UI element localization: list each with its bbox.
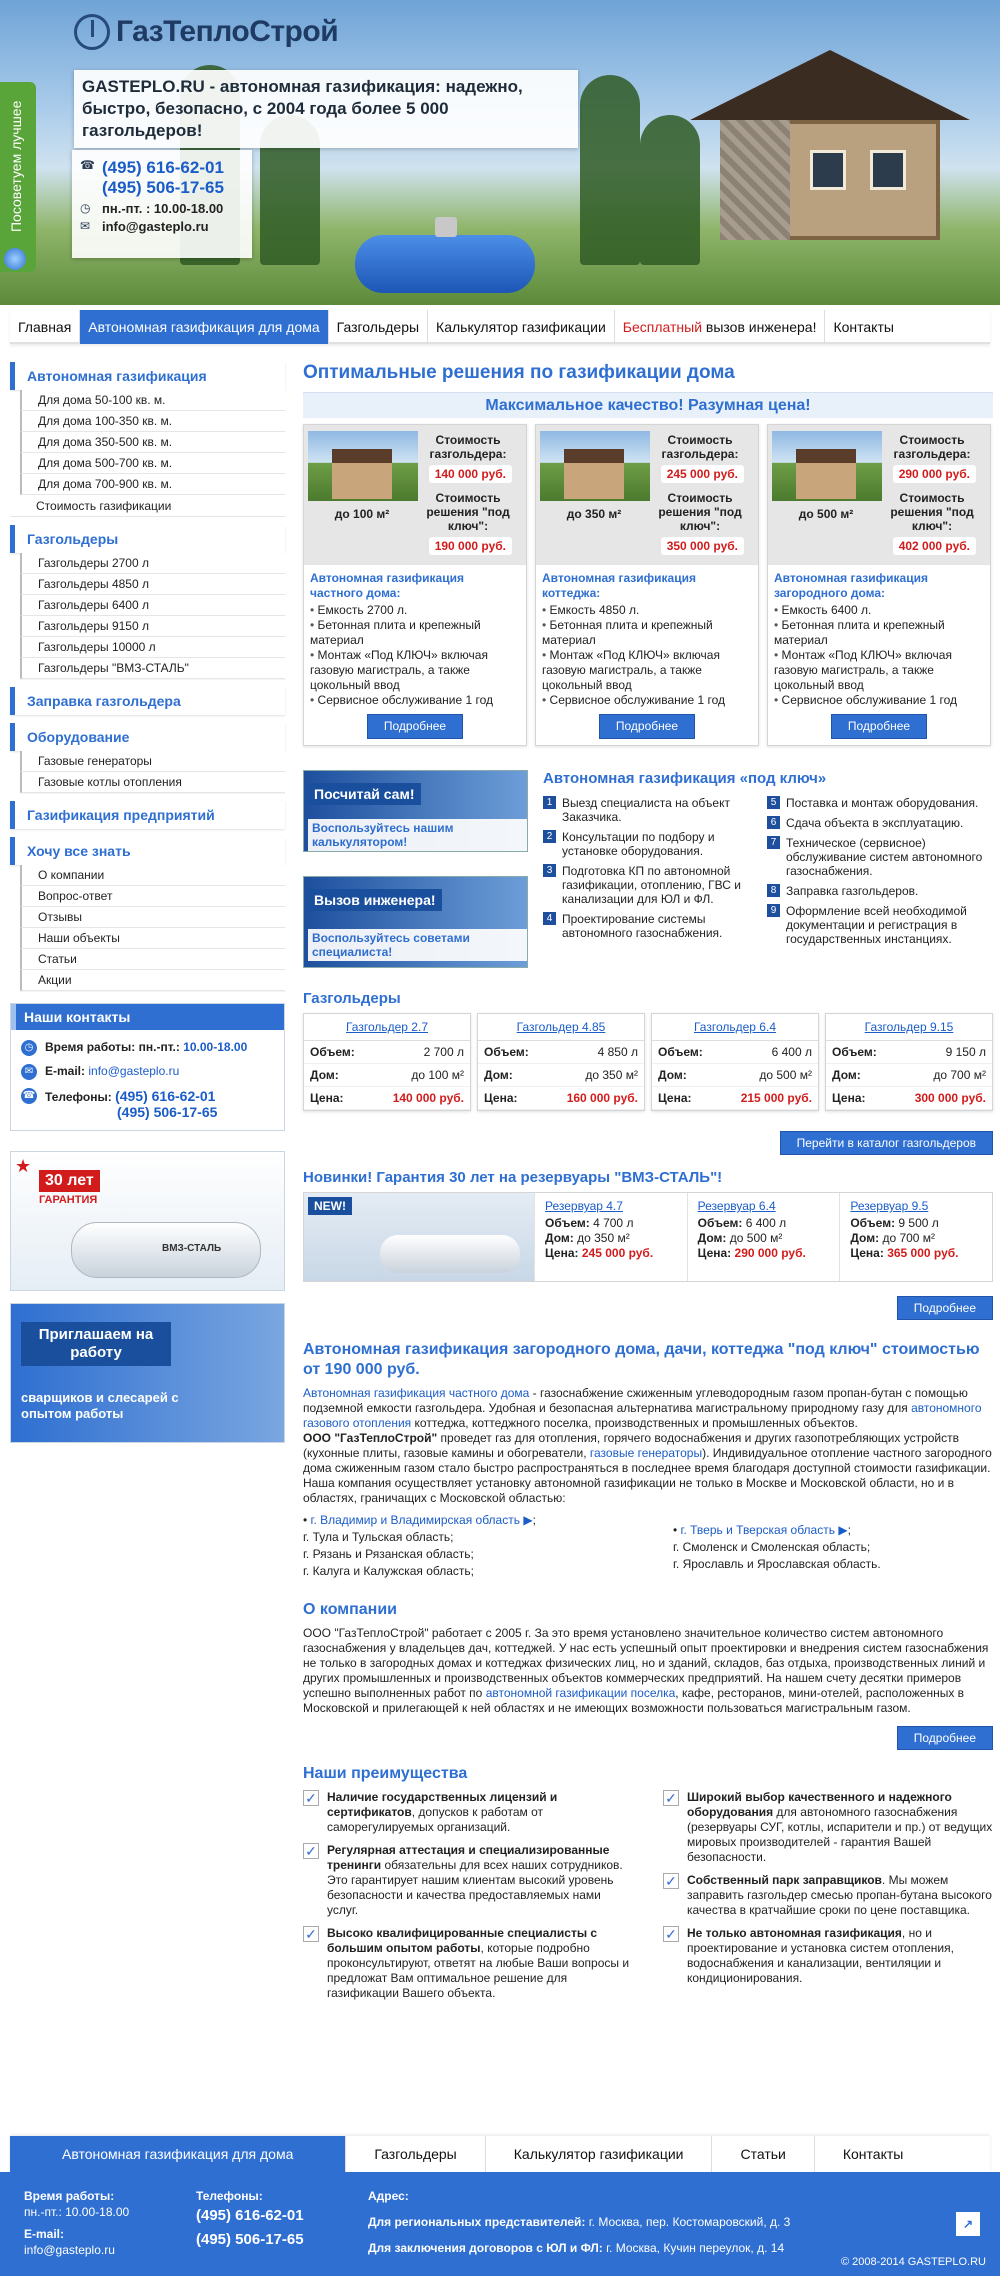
price-label: Цена:	[697, 1246, 732, 1260]
header-banner	[0, 0, 1000, 305]
vol-label: Объем:	[850, 1216, 896, 1230]
adv-text: , но и проектирование и установка систем отопления, водоснабжения и канализации, вентиляции и кондиционирования.	[687, 1926, 954, 1985]
card-tank-price: 140 000 руб.	[429, 465, 512, 483]
nav-home[interactable]: Главная	[10, 310, 80, 344]
card-item: • Монтаж «Под КЛЮЧ» включая газовую магистраль, а также цокольный ввод	[774, 648, 984, 693]
vmz-vol: 6 400 л	[745, 1216, 787, 1230]
turnkey-title: Автономная газификация «под ключ»	[543, 770, 827, 787]
nav-engineer[interactable]	[615, 310, 826, 344]
scroll-up-icon[interactable]: ↗	[956, 2212, 980, 2236]
adv-bold: Собственный парк заправщиков	[687, 1873, 882, 1887]
tank-price: 140 000 руб.	[392, 1091, 464, 1105]
solution-cards	[303, 424, 993, 746]
region-link-tver[interactable]: г. Тверь и Тверская область	[680, 1523, 835, 1537]
footer-address-label: Адрес:	[368, 2189, 409, 2203]
more-button[interactable]: Подробнее	[599, 714, 695, 739]
sidebar-item[interactable]: Для дома 350-500 кв. м.	[20, 432, 285, 453]
tank-card	[303, 1013, 471, 1111]
sidebar-item[interactable]: Акции	[20, 970, 285, 991]
card-tank-price: 290 000 руб.	[893, 465, 976, 483]
sidebar-group-autonomous[interactable]: Автономная газификация	[10, 362, 285, 390]
sidebar-list	[20, 553, 285, 679]
adv-bold: Высоко квалифицированные специалисты с большим опытом работы	[327, 1926, 598, 1955]
new-badge: NEW!	[308, 1197, 352, 1215]
vmz-title: Новинки! Гарантия 30 лет на резервуары "ВМЗ-СТАЛЬ"!	[303, 1169, 723, 1186]
house-image	[680, 50, 980, 240]
about-text: ООО "ГазТеплоСтрой" работает с 2005 г. За это время установлено значительное количество систем автономного газоснабжения у владельцев дач, коттеджей. У нас есть успешный опыт проектировки и внедрения систем газоснабжения не только в загородных домах и коттеджах физических лиц, но и зданий, складов, баз отдыха, производственных линий и других промышленных и производственных объектов коммерческих предприятий. На нашем счету десятки примеров успешно выполненных работ по	[303, 1626, 989, 1700]
adv-bold: Широкий выбор качественного и надежного оборудования	[687, 1790, 952, 1819]
tank-image	[71, 1222, 261, 1278]
more-button[interactable]: Подробнее	[367, 714, 463, 739]
tank-label: ВМЗ-СТАЛЬ	[162, 1243, 222, 1254]
main-content	[303, 362, 993, 2009]
advantages-list	[303, 1790, 993, 2009]
about-title: О компании	[303, 1601, 397, 1618]
about-text: , кафе, ресторанов, мини-отелей, расположенных в Московской и прилегающей к ней областях и не имеющих возможности пользоваться магистральным газом.	[303, 1686, 965, 1715]
card-area: до 100 м²	[334, 507, 390, 521]
tank-price: 215 000 руб.	[740, 1091, 812, 1105]
address-1-label: Для региональных представителей:	[368, 2215, 586, 2229]
seo-link-heating[interactable]: автономного газового отопления	[303, 1401, 982, 1430]
step-text: Сдача объекта в эксплуатацию.	[786, 816, 964, 830]
card-item: • Монтаж «Под КЛЮЧ» включая газовую магистраль, а также цокольный ввод	[310, 648, 520, 693]
footer-email-label: E-mail:	[24, 2227, 65, 2241]
nav-contacts[interactable]: Контакты	[833, 319, 894, 335]
seo-paragraph	[303, 1386, 993, 1431]
step-number: 6	[767, 816, 780, 829]
sidebar-contacts	[10, 1003, 285, 1131]
adv-text: обязательны для всех наших сотрудников. Это гарантирует нашим клиентам высокий уровень безопасности и качества предоставляемых нами услуг.	[327, 1858, 623, 1917]
clock-icon: ◷	[21, 1040, 37, 1056]
card-item: • Бетонная плита и крепежный материал	[774, 618, 984, 648]
price-label: Цена:	[658, 1091, 692, 1105]
address-1: г. Москва, пер. Костомаровский, д. 3	[585, 2215, 791, 2229]
sidebar-item[interactable]: Отзывы	[20, 907, 285, 928]
footer-email[interactable]: info@gasteplo.ru	[24, 2243, 115, 2257]
sidebar-group-gasholders[interactable]: Газгольдеры	[10, 525, 285, 553]
sidebar-item[interactable]: Для дома 100-350 кв. м.	[20, 411, 285, 432]
tanks-title: Газгольдеры	[303, 990, 401, 1007]
tank-card	[825, 1013, 993, 1111]
sidebar-item[interactable]: Для дома 700-900 кв. м.	[20, 474, 285, 495]
footer-nav	[10, 2136, 990, 2172]
region-item: г. Тула и Тульская область;	[303, 1530, 454, 1544]
advantages-title: Наши преимущества	[303, 1765, 468, 1782]
footer-phone-2[interactable]: (495) 506-17-65	[196, 2231, 304, 2248]
seo-paragraph	[303, 1431, 993, 1476]
seo-title: Автономная газификация загородного дома, дачи, коттеджа "под ключ" стоимостью от 190 000 руб.	[303, 1341, 980, 1378]
footer-hours: пн.-пт.: 10.00-18.00	[24, 2205, 130, 2219]
mail-icon: ✉	[80, 219, 91, 233]
step-number: 2	[543, 830, 556, 843]
engineer-title: Вызов инженера!	[308, 889, 442, 911]
card-tank-label: Стоимость газгольдера:	[661, 433, 739, 461]
header-slogan: GASTEPLO.RU - автономная газификация: надежно, быстро, безопасно, с 2004 года более 5 000 газгольдеров!	[74, 70, 578, 148]
tank-list	[303, 1013, 993, 1111]
vmz-price: 290 000 руб.	[734, 1246, 806, 1260]
vmz-item	[534, 1193, 687, 1281]
nav-calculator[interactable]: Калькулятор газификации	[428, 310, 615, 344]
vmz-house: до 700 м²	[882, 1231, 936, 1245]
step-number: 3	[543, 864, 556, 877]
hours-label: Время работы: пн.-пт.:	[45, 1040, 180, 1054]
tank-house: до 500 м²	[759, 1068, 812, 1082]
step-text: Проектирование системы автономного газоснабжения.	[562, 912, 723, 940]
card-desc-title: Автономная газификация загородного дома:	[774, 571, 928, 600]
tank-card	[477, 1013, 645, 1111]
about-paragraph	[303, 1626, 993, 1716]
sidebar-item[interactable]: Газгольдеры 10000 л	[20, 637, 285, 658]
vmz-price: 365 000 руб.	[887, 1246, 959, 1260]
card-turnkey-price: 350 000 руб.	[661, 537, 744, 555]
step-number: 7	[767, 836, 780, 849]
region-item: г. Ярославль и Ярославская область.	[673, 1557, 881, 1571]
sidebar-list	[20, 751, 285, 793]
step-number: 8	[767, 884, 780, 897]
card-turnkey-label: Стоимость решения "под ключ":	[658, 491, 742, 533]
about-link-settlement[interactable]: автономной газификации поселка	[485, 1686, 676, 1700]
check-icon: ✓	[663, 1873, 679, 1889]
step-number: 9	[767, 904, 780, 917]
company-name: ООО "ГазТеплоСтрой"	[303, 1431, 438, 1445]
tank-vol: 4 850 л	[597, 1045, 638, 1059]
tank-vol: 2 700 л	[423, 1045, 464, 1059]
vmz-house: до 500 м²	[729, 1231, 783, 1245]
footer-nav-articles[interactable]: Статьи	[712, 2136, 814, 2172]
tank-price: 300 000 руб.	[914, 1091, 986, 1105]
vol-label: Объем:	[658, 1045, 703, 1059]
price-label: Цена:	[545, 1246, 579, 1260]
address-2: г. Москва, Кучин переулок, д. 14	[602, 2241, 785, 2255]
tree-decoration	[580, 75, 640, 265]
tank-vol: 9 150 л	[945, 1045, 986, 1059]
header-hours: пн.-пт. : 10.00-18.00	[102, 201, 224, 216]
price-label: Цена:	[850, 1246, 884, 1260]
vmz-more-button[interactable]: Подробнее	[897, 1296, 993, 1320]
vmz-price: 245 000 руб.	[581, 1246, 654, 1260]
footer-phone-1[interactable]: (495) 616-62-01	[196, 2207, 304, 2224]
card-turnkey-price: 402 000 руб.	[893, 537, 976, 555]
arrow-icon: ▶	[838, 1523, 848, 1537]
vol-label: Объем:	[697, 1216, 743, 1230]
card-desc-title: Автономная газификация коттеджа:	[542, 571, 696, 600]
recommend-label: Посоветуем лучшее	[8, 100, 24, 232]
nav-autonomous-gasification[interactable]: Автономная газификация для дома	[80, 310, 328, 344]
sidebar-item-cost[interactable]: Стоимость газификации	[10, 495, 285, 517]
adv-text: . Мы можем заправить газгольдер смесью пропан-бутана высокого качества в кратчайшие сроки по цене поставщика.	[687, 1873, 992, 1917]
house-label: Дом:	[545, 1231, 574, 1245]
address-2-label: Для заключения договоров с ЮЛ и ФЛ:	[368, 2241, 603, 2255]
calc-title: Посчитай сам!	[308, 783, 421, 805]
clock-icon: ◷	[80, 201, 91, 215]
sidebar-list	[20, 865, 285, 991]
phones-label: Телефоны:	[45, 1090, 112, 1104]
card-item: • Сервисное обслуживание 1 год	[310, 693, 520, 708]
region-item: г. Калуга и Калужская область;	[303, 1564, 475, 1578]
hours-value: 10.00-18.00	[183, 1040, 248, 1054]
sidebar-item[interactable]: О компании	[20, 865, 285, 886]
promo-job[interactable]	[10, 1303, 285, 1443]
tank-price: 160 000 руб.	[566, 1091, 638, 1105]
arrow-icon: ▶	[523, 1513, 533, 1527]
sidebar-item[interactable]: Газгольдеры 2700 л	[20, 553, 285, 574]
card-item: • Сервисное обслуживание 1 год	[542, 693, 752, 708]
tank-name[interactable]: Газгольдер 9.15	[826, 1014, 992, 1041]
tank-card	[651, 1013, 819, 1111]
sidebar-item[interactable]: Статьи	[20, 949, 285, 970]
nav-engineer-red: Бесплатный	[622, 319, 703, 335]
vmz-name[interactable]: Резервуар 6.4	[697, 1199, 776, 1213]
tank-house: до 350 м²	[585, 1068, 638, 1082]
header-phone-1[interactable]: (495) 616-62-01	[102, 158, 224, 177]
engineer-banner[interactable]	[303, 876, 528, 968]
vmz-tank-image	[304, 1193, 534, 1281]
house-photo	[308, 431, 418, 501]
vmz-house: до 350 м²	[577, 1231, 630, 1245]
step-text: Поставка и монтаж оборудования.	[786, 796, 979, 810]
job-title: Приглашаем на работу	[21, 1322, 171, 1366]
card-item: • Бетонная плита и крепежный материал	[542, 618, 752, 648]
nav-engineer-rest: вызов инженера!	[702, 319, 817, 335]
region-item: г. Смоленск и Смоленская область;	[673, 1540, 871, 1554]
sidebar-item[interactable]: Наши объекты	[20, 928, 285, 949]
footer-phones-label: Телефоны:	[196, 2189, 263, 2203]
step-number: 4	[543, 912, 556, 925]
house-label: Дом:	[310, 1068, 339, 1082]
sidebar-item[interactable]: Для дома 50-100 кв. м.	[20, 390, 285, 411]
sidebar-group-know-all[interactable]: Хочу все знать	[10, 837, 285, 865]
header-email[interactable]: info@gasteplo.ru	[102, 219, 209, 234]
region-link-vladimir[interactable]: г. Владимир и Владимирская область	[310, 1513, 520, 1527]
promo-guarantee: ГАРАНТИЯ	[39, 1194, 98, 1206]
house-photo	[772, 431, 882, 501]
email-label: E-mail:	[45, 1064, 86, 1078]
sidebar-contacts-title: Наши контакты	[11, 1004, 284, 1030]
footer	[0, 2172, 1000, 2276]
sidebar-item[interactable]: Для дома 500-700 кв. м.	[20, 453, 285, 474]
adv-bold: Не только автономная газификация	[687, 1926, 902, 1940]
adv-text: , допусков к работам от саморегулируемых организаций.	[327, 1805, 543, 1834]
promo-years: 30 лет	[39, 1170, 100, 1192]
calc-subtitle: Воспользуйтесь нашим калькулятором!	[308, 819, 527, 851]
seo-text: коттеджа, коттеджного поселка, производственных и промышленных объектов.	[411, 1416, 858, 1430]
adv-bold: Наличие государственных лицензий и сертификатов	[327, 1790, 558, 1819]
card-item: • Емкость 6400 л.	[774, 603, 984, 618]
footer-hours-label: Время работы:	[24, 2189, 115, 2203]
house-label: Дом:	[484, 1068, 513, 1082]
sidebar-list	[20, 390, 285, 495]
vol-label: Объем:	[484, 1045, 529, 1059]
page-title: Оптимальные решения по газификации дома	[303, 362, 735, 383]
solution-card	[535, 424, 759, 746]
card-turnkey-price: 190 000 руб.	[429, 537, 512, 555]
logo-text: ГазТеплоСтрой	[116, 15, 339, 48]
footer-nav-contacts[interactable]: Контакты	[842, 2146, 904, 2162]
price-label: Цена:	[484, 1091, 518, 1105]
globe-icon	[4, 248, 26, 270]
adv-bold: Регулярная аттестация и специализированные тренинги	[327, 1843, 610, 1872]
sidebar-group-enterprise[interactable]: Газификация предприятий	[10, 801, 285, 829]
step-number: 5	[767, 796, 780, 809]
vmz-item	[839, 1193, 992, 1281]
step-text: Заправка газгольдеров.	[786, 884, 919, 898]
header-phone-2[interactable]: (495) 506-17-65	[102, 178, 224, 197]
sidebar-group-refill[interactable]: Заправка газгольдера	[10, 687, 285, 715]
quality-banner: Максимальное качество! Разумная цена!	[303, 392, 993, 418]
vmz-name[interactable]: Резервуар 4.7	[545, 1199, 623, 1213]
steps-left	[543, 796, 753, 946]
gas-tank-image	[355, 235, 535, 293]
house-label: Дом:	[697, 1231, 727, 1245]
check-icon: ✓	[303, 1926, 319, 1942]
card-area: до 350 м²	[566, 507, 622, 521]
house-label: Дом:	[832, 1068, 861, 1082]
star-icon: ★	[15, 1156, 32, 1176]
check-icon: ✓	[663, 1790, 679, 1806]
sidebar-item[interactable]: Вопрос-ответ	[20, 886, 285, 907]
house-photo	[540, 431, 650, 501]
site-logo[interactable]	[74, 14, 338, 50]
house-label: Дом:	[658, 1068, 687, 1082]
more-button[interactable]: Подробнее	[831, 714, 927, 739]
seo-link-generators[interactable]: газовые генераторы	[589, 1446, 703, 1460]
copyright: © 2008-2014 GASTEPLO.RU	[840, 2256, 986, 2268]
price-label: Цена:	[310, 1091, 344, 1105]
step-text: Подготовка КП по автономной газификации, отоплению, ГВС и канализации для ЮЛ и ФЛ.	[562, 864, 741, 906]
about-more-button[interactable]: Подробнее	[897, 1726, 993, 1750]
step-number: 1	[543, 796, 556, 809]
card-tank-label: Стоимость газгольдера:	[429, 433, 507, 461]
steps-right	[767, 796, 989, 952]
card-turnkey-label: Стоимость решения "под ключ":	[890, 491, 974, 533]
card-item: • Бетонная плита и крепежный материал	[310, 618, 520, 648]
sidebar-item[interactable]: Газовые котлы отопления	[20, 772, 285, 793]
vol-label: Объем:	[545, 1216, 590, 1230]
adv-text: , которые подробно проконсультируют, ответят на любые Ваши вопросы и предложат Вам оптимальное решение для газификации Вашего объекта.	[327, 1941, 630, 2000]
turnkey-section	[303, 770, 993, 1000]
sidebar-phone-1[interactable]: (495) 616-62-01	[115, 1088, 216, 1104]
sidebar	[10, 362, 285, 1443]
price-label: Цена:	[832, 1091, 866, 1105]
tank-vol: 6 400 л	[771, 1045, 812, 1059]
vmz-vol: 4 700 л	[593, 1216, 634, 1230]
promo-vmz-guarantee[interactable]	[10, 1151, 285, 1291]
vol-label: Объем:	[310, 1045, 355, 1059]
card-item: • Емкость 2700 л.	[310, 603, 520, 618]
check-icon: ✓	[663, 1926, 679, 1942]
seo-paragraph: Наша компания осуществляет установку автономной газификации не только в Москве и Московской области, но и в областях, граничащих с Московской областью:	[303, 1476, 955, 1505]
sidebar-item[interactable]: Газгольдеры 6400 л	[20, 595, 285, 616]
house-label: Дом:	[850, 1231, 880, 1245]
tank-name[interactable]: Газгольдер 2.7	[304, 1014, 470, 1041]
main-nav	[10, 310, 990, 344]
sidebar-group-equipment[interactable]: Оборудование	[10, 723, 285, 751]
step-text: Оформление всей необходимой документации и регистрация в государственных инстанциях.	[786, 904, 967, 946]
sidebar-item[interactable]: Газгольдеры "ВМЗ-СТАЛЬ"	[20, 658, 285, 679]
card-tank-label: Стоимость газгольдера:	[893, 433, 971, 461]
seo-text: ). Индивидуальное отопление частного загородного дома сжиженным газом стало быстро распространяться в последнее время благодаря доступной стоимости газификации.	[303, 1446, 992, 1475]
tank-house: до 100 м²	[411, 1068, 464, 1082]
region-item: г. Рязань и Рязанская область;	[303, 1547, 474, 1561]
footer-nav-gasholders[interactable]: Газгольдеры	[346, 2136, 485, 2172]
step-text: Техническое (сервисное) обслуживание систем автономного газоснабжения.	[786, 836, 983, 878]
engineer-subtitle: Воспользуйтесь советами специалиста!	[308, 929, 527, 961]
vmz-name[interactable]: Резервуар 9.5	[850, 1199, 929, 1213]
card-desc-title: Автономная газификация частного дома:	[310, 571, 464, 600]
sidebar-item[interactable]: Газгольдеры 4850 л	[20, 574, 285, 595]
vol-label: Объем:	[832, 1045, 877, 1059]
card-turnkey-label: Стоимость решения "под ключ":	[426, 491, 510, 533]
tank-house: до 700 м²	[933, 1068, 986, 1082]
tank-name[interactable]: Газгольдер 6.4	[652, 1014, 818, 1041]
tank-name[interactable]: Газгольдер 4.85	[478, 1014, 644, 1041]
header-contacts	[72, 150, 252, 258]
card-tank-price: 245 000 руб.	[661, 465, 744, 483]
calculator-banner[interactable]	[303, 770, 528, 852]
sidebar-phone-2[interactable]: (495) 506-17-65	[117, 1104, 218, 1120]
card-item: • Сервисное обслуживание 1 год	[774, 693, 984, 708]
seo-text: проведет газ для отопления, горячего водоснабжения и других газопотребляющих устройств (кухонные плиты, газовые камины и обогреватели,	[303, 1431, 959, 1460]
card-item: • Монтаж «Под КЛЮЧ» включая газовую магистраль, а также цокольный ввод	[542, 648, 752, 693]
job-subtitle: сварщиков и слесарей с опытом работы	[21, 1390, 179, 1421]
nav-gasholders[interactable]: Газгольдеры	[329, 310, 428, 344]
phone-icon: ☎	[80, 158, 95, 172]
sidebar-email[interactable]: info@gasteplo.ru	[88, 1064, 180, 1078]
vmz-vol: 9 500 л	[898, 1216, 939, 1230]
footer-nav-calculator[interactable]: Калькулятор газификации	[486, 2136, 713, 2172]
recommend-tab[interactable]	[0, 82, 36, 272]
sidebar-item[interactable]: Газгольдеры 9150 л	[20, 616, 285, 637]
card-item: • Емкость 4850 л.	[542, 603, 752, 618]
solution-card	[767, 424, 991, 746]
footer-nav-autonomous[interactable]: Автономная газификация для дома	[10, 2136, 346, 2172]
sidebar-item[interactable]: Газовые генераторы	[20, 751, 285, 772]
catalog-button[interactable]: Перейти в каталог газгольдеров	[780, 1131, 993, 1155]
step-text: Консультации по подбору и установке оборудования.	[562, 830, 715, 858]
adv-text: для автономного газоснабжения (резервуары СУГ, котлы, испарители и пр.) от ведущих мировых производителей - гарантия Вашей безопасности.	[687, 1805, 993, 1864]
regions-list: • г. Владимир и Владимирская область ▶; г. Тула и Тульская область; г. Рязань и Рязанская область; г. Калуга и Калужская область; • г. Тверь и Тверская область ▶; г. Смоленск и Смоленская область; г. Ярославль и Ярославская область.	[303, 1513, 881, 1578]
vmz-block	[303, 1192, 993, 1282]
vmz-item	[687, 1193, 840, 1281]
check-icon: ✓	[303, 1843, 319, 1859]
logo-icon	[74, 14, 110, 50]
check-icon: ✓	[303, 1790, 319, 1806]
seo-text: - газоснабжение сжиженным углеводородным газом пропан-бутан с помощью подземной емкости газгольдера. Удобная и безопасная альтернатива магистральному природному газу для	[303, 1386, 968, 1415]
phone-icon: ☎	[21, 1088, 37, 1104]
solution-card	[303, 424, 527, 746]
mail-icon: ✉	[21, 1064, 37, 1080]
seo-link-private-house[interactable]: Автономная газификация частного дома	[303, 1386, 530, 1400]
card-area: до 500 м²	[798, 507, 854, 521]
step-text: Выезд специалиста на объект Заказчика.	[562, 796, 730, 824]
